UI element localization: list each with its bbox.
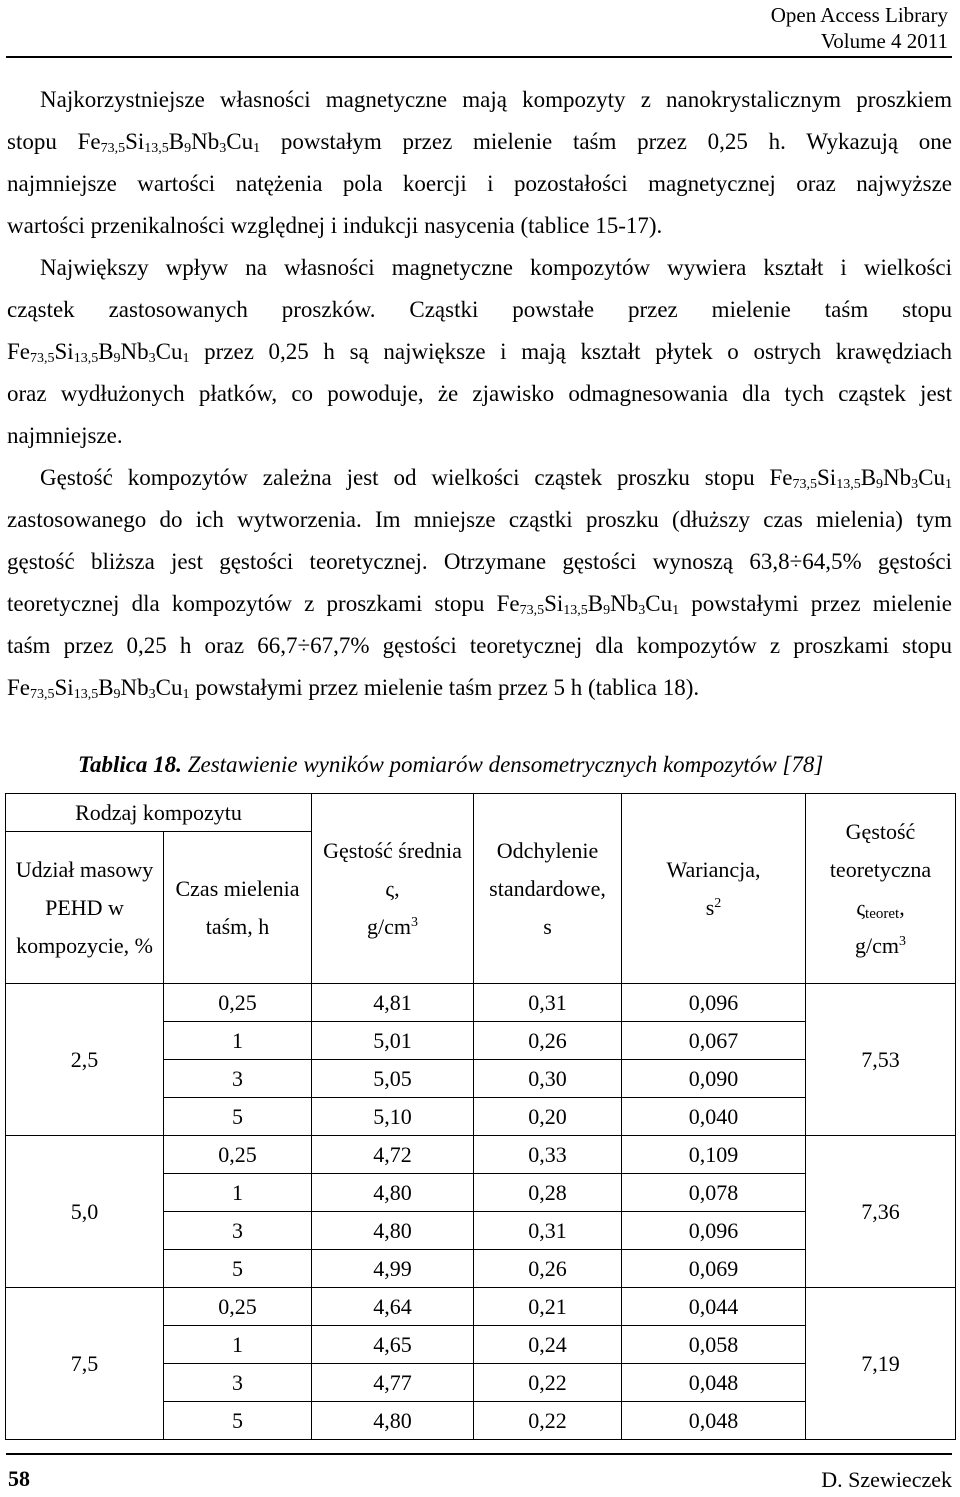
cell-std: 0,21 (474, 1288, 622, 1326)
cell-theoretical-density: 7,19 (806, 1288, 956, 1440)
p3-line5: taśm przez 0,25 h oraz 66,7÷67,7% gęstości teoretycznej dla kompozytów z proszkami stopu (7, 633, 952, 658)
header-composite-type: Rodzaj kompozytu (6, 794, 312, 832)
cell-std: 0,30 (474, 1060, 622, 1098)
header-std-dev: Odchylenie standardowe, s (474, 794, 622, 984)
cell-density: 4,80 (312, 1174, 474, 1212)
alloy-formula: $Fe_{73,5}Si_{13,5}B_9Nb_3Cu_1$ (7, 339, 190, 366)
cell-std: 0,31 (474, 984, 622, 1022)
cell-time: 1 (164, 1022, 312, 1060)
cell-std: 0,20 (474, 1098, 622, 1136)
cell-variance: 0,040 (622, 1098, 806, 1136)
cell-std: 0,28 (474, 1174, 622, 1212)
page-number: 58 (8, 1466, 30, 1491)
header-milling-time: Czas mielenia taśm, h (164, 832, 312, 984)
cell-theoretical-density: 7,36 (806, 1136, 956, 1288)
p2-line3: $Fe_{73,5}Si_{13,5}B_9Nb_3Cu_1$ przez 0,25 h są największe i mają kształt płytek o ostrych krawędziach (7, 339, 952, 366)
cell-density: 5,10 (312, 1098, 474, 1136)
header-theoretical-density: Gęstość teoretyczna $\varsigma_{teoret}$, $g/cm^3$ (806, 794, 956, 984)
footer-rule (6, 1453, 952, 1455)
header-publication: Open Access Library (770, 3, 948, 27)
p2-line2: cząstek zastosowanych proszków. Cząstki powstałe przez mielenie taśm stopu (7, 297, 952, 322)
cell-variance: 0,058 (622, 1326, 806, 1364)
cell-variance: 0,048 (622, 1364, 806, 1402)
p1-line3: najmniejsze wartości natężenia pola koercji i pozostałości magnetycznej oraz najwyższe (7, 171, 952, 196)
cell-time: 3 (164, 1212, 312, 1250)
p3-line4: teoretycznej dla kompozytów z proszkami stopu $Fe_{73,5}Si_{13,5}B_9Nb_3Cu_1$ powstałymi przez mielenie (7, 591, 952, 618)
cell-time: 3 (164, 1364, 312, 1402)
header-rule (6, 56, 952, 58)
caption-label: Tablica 18. (78, 752, 182, 777)
p1-line1: Najkorzystniejsze własności magnetyczne mają kompozyty z nanokrystalicznym proszkiem (40, 87, 952, 112)
cell-time: 1 (164, 1174, 312, 1212)
p2-line4: oraz wydłużonych płatków, co powoduje, że zjawisko odmagnesowania dla tych cząstek jest (7, 381, 952, 406)
cell-time: 0,25 (164, 984, 312, 1022)
cell-time: 5 (164, 1250, 312, 1288)
cell-std: 0,26 (474, 1250, 622, 1288)
cell-density: 4,80 (312, 1212, 474, 1250)
cell-time: 0,25 (164, 1136, 312, 1174)
header-volume: Volume 4 2011 (820, 29, 948, 53)
cell-time: 1 (164, 1326, 312, 1364)
alloy-formula: $Fe_{73,5}Si_{13,5}B_9Nb_3Cu_1$ (496, 591, 680, 618)
alloy-formula: $Fe_{73,5}Si_{13,5}B_9Nb_3Cu_1$ (769, 465, 952, 492)
cell-density: 4,99 (312, 1250, 474, 1288)
cell-std: 0,33 (474, 1136, 622, 1174)
p3-line3: gęstość bliższa jest gęstości teoretycznej. Otrzymane gęstości wynoszą 63,8÷64,5% gęstości (7, 549, 952, 574)
cell-std: 0,31 (474, 1212, 622, 1250)
running-header (771, 2, 948, 54)
header-pehd-share: Udział masowy PEHD w kompozycie, % (6, 832, 164, 984)
p1-line4: wartości przenikalności względnej i indukcji nasycenia (tablice 15-17). (7, 213, 663, 238)
cell-density: 5,05 (312, 1060, 474, 1098)
p1-line2: stopu $Fe_{73,5}Si_{13,5}B_9Nb_3Cu_1$ powstałym przez mielenie taśm przez 0,25 h. Wykazują one (7, 129, 953, 156)
p3-line2: zastosowanego do ich wytworzenia. Im mniejsze cząstki proszku (dłuższy czas mielenia) tym (7, 507, 952, 532)
cell-variance: 0,096 (622, 984, 806, 1022)
cell-variance: 0,044 (622, 1288, 806, 1326)
header-density: Gęstość średnia ς, $g/cm^3$ (312, 794, 474, 984)
caption-text: Zestawienie wyników pomiarów densometrycznych kompozytów [78] (181, 752, 824, 777)
table-caption (78, 752, 823, 778)
header-variance: Wariancja, $s^2$ (622, 794, 806, 984)
cell-density: 4,80 (312, 1402, 474, 1440)
density-table (5, 793, 956, 1440)
author: D. Szewieczek (821, 1467, 952, 1492)
cell-variance: 0,048 (622, 1402, 806, 1440)
cell-pehd-share: 7,5 (6, 1288, 164, 1440)
cell-std: 0,26 (474, 1022, 622, 1060)
cell-std: 0,24 (474, 1326, 622, 1364)
p3-line6: $Fe_{73,5}Si_{13,5}B_9Nb_3Cu_1$ powstałymi przez mielenie taśm przez 5 h (tablica 18). (7, 675, 700, 702)
cell-theoretical-density: 7,53 (806, 984, 956, 1136)
cell-time: 3 (164, 1060, 312, 1098)
cell-pehd-share: 5,0 (6, 1136, 164, 1288)
table-row (6, 984, 956, 1022)
cell-variance: 0,078 (622, 1174, 806, 1212)
cell-std: 0,22 (474, 1364, 622, 1402)
cell-density: 4,81 (312, 984, 474, 1022)
alloy-formula: $Fe_{73,5}Si_{13,5}B_9Nb_3Cu_1$ (7, 675, 190, 702)
cell-variance: 0,109 (622, 1136, 806, 1174)
p2-line5: najmniejsze. (7, 423, 123, 448)
p3-line1: Gęstość kompozytów zależna jest od wielkości cząstek proszku stopu $Fe_{73,5}Si_{13,5}B_9Nb_3Cu_1$ (40, 465, 952, 492)
cell-variance: 0,096 (622, 1212, 806, 1250)
cell-density: 4,65 (312, 1326, 474, 1364)
cell-variance: 0,090 (622, 1060, 806, 1098)
body-text (7, 79, 952, 709)
cell-variance: 0,067 (622, 1022, 806, 1060)
cell-time: 0,25 (164, 1288, 312, 1326)
cell-pehd-share: 2,5 (6, 984, 164, 1136)
table-row (6, 1136, 956, 1174)
table-row (6, 1288, 956, 1326)
cell-std: 0,22 (474, 1402, 622, 1440)
cell-density: 4,64 (312, 1288, 474, 1326)
cell-time: 5 (164, 1098, 312, 1136)
cell-density: 4,72 (312, 1136, 474, 1174)
cell-density: 4,77 (312, 1364, 474, 1402)
cell-time: 5 (164, 1402, 312, 1440)
alloy-formula: $Fe_{73,5}Si_{13,5}B_9Nb_3Cu_1$ (77, 129, 261, 156)
p2-line1: Największy wpływ na własności magnetyczne kompozytów wywiera kształt i wielkości (40, 255, 952, 280)
cell-density: 5,01 (312, 1022, 474, 1060)
cell-variance: 0,069 (622, 1250, 806, 1288)
